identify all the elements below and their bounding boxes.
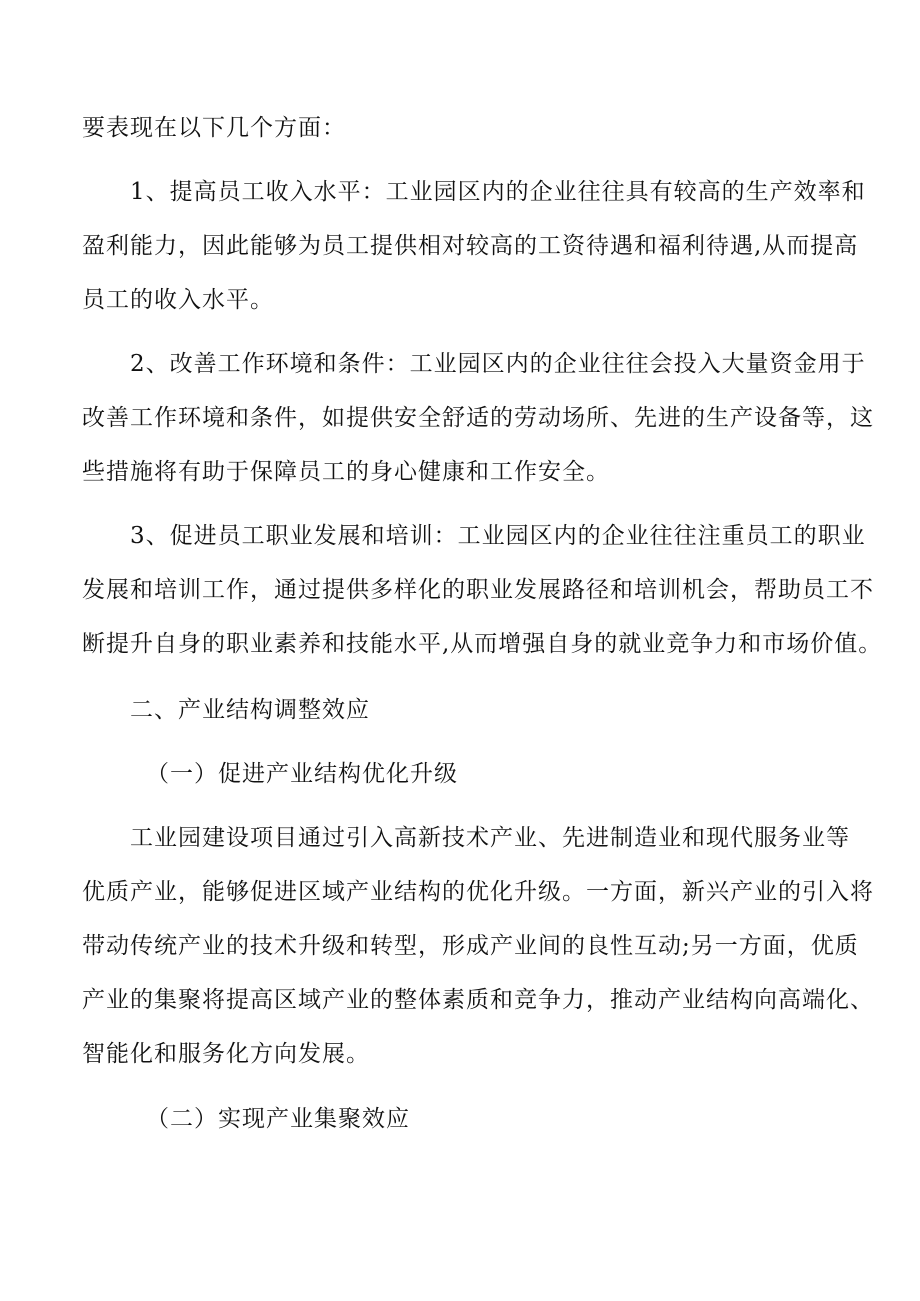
text-line: 产业的集聚将提高区域产业的整体素质和竞争力，推动产业结构向高端化、 [82, 987, 874, 1013]
text-line: 盈利能力，因此能够为员工提供相对较高的工资待遇和福利待遇,从而提高 [82, 233, 859, 259]
text-line: 3、促进员工职业发展和培训：工业园区内的企业往往注重员工的职业 [130, 523, 866, 549]
text-line: 带动传统产业的技术升级和转型，形成产业间的良性互动;另一方面，优质 [82, 933, 859, 959]
text-line: 工业园建设项目通过引入高新技术产业、先进制造业和现代服务业等 [130, 825, 850, 851]
text-line: 优质产业，能够促进区域产业结构的优化升级。一方面，新兴产业的引入将 [82, 879, 874, 905]
text-line: 发展和培训工作，通过提供多样化的职业发展路径和培训机会，帮助员工不 [82, 577, 874, 603]
section-heading: 二、产业结构调整效应 [130, 697, 370, 723]
text-line: 要表现在以下几个方面： [82, 115, 346, 141]
text-line: 断提升自身的职业素养和技能水平,从而增强自身的就业竞争力和市场价值。 [82, 631, 883, 657]
text-line: 员工的收入水平。 [82, 287, 274, 313]
subsection-heading: （二）实现产业集聚效应 [146, 1106, 410, 1132]
text-line: 些措施将有助于保障员工的身心健康和工作安全。 [82, 459, 610, 485]
text-line: 智能化和服务化方向发展。 [82, 1041, 370, 1067]
subsection-heading: （一）促进产业结构优化升级 [146, 761, 458, 787]
text-line: 2、改善工作环境和条件：工业园区内的企业往往会投入大量资金用于 [130, 351, 866, 377]
text-line: 1、提高员工收入水平：工业园区内的企业往往具有较高的生产效率和 [130, 179, 866, 205]
text-line: 改善工作环境和条件，如提供安全舒适的劳动场所、先进的生产设备等，这 [82, 405, 874, 431]
